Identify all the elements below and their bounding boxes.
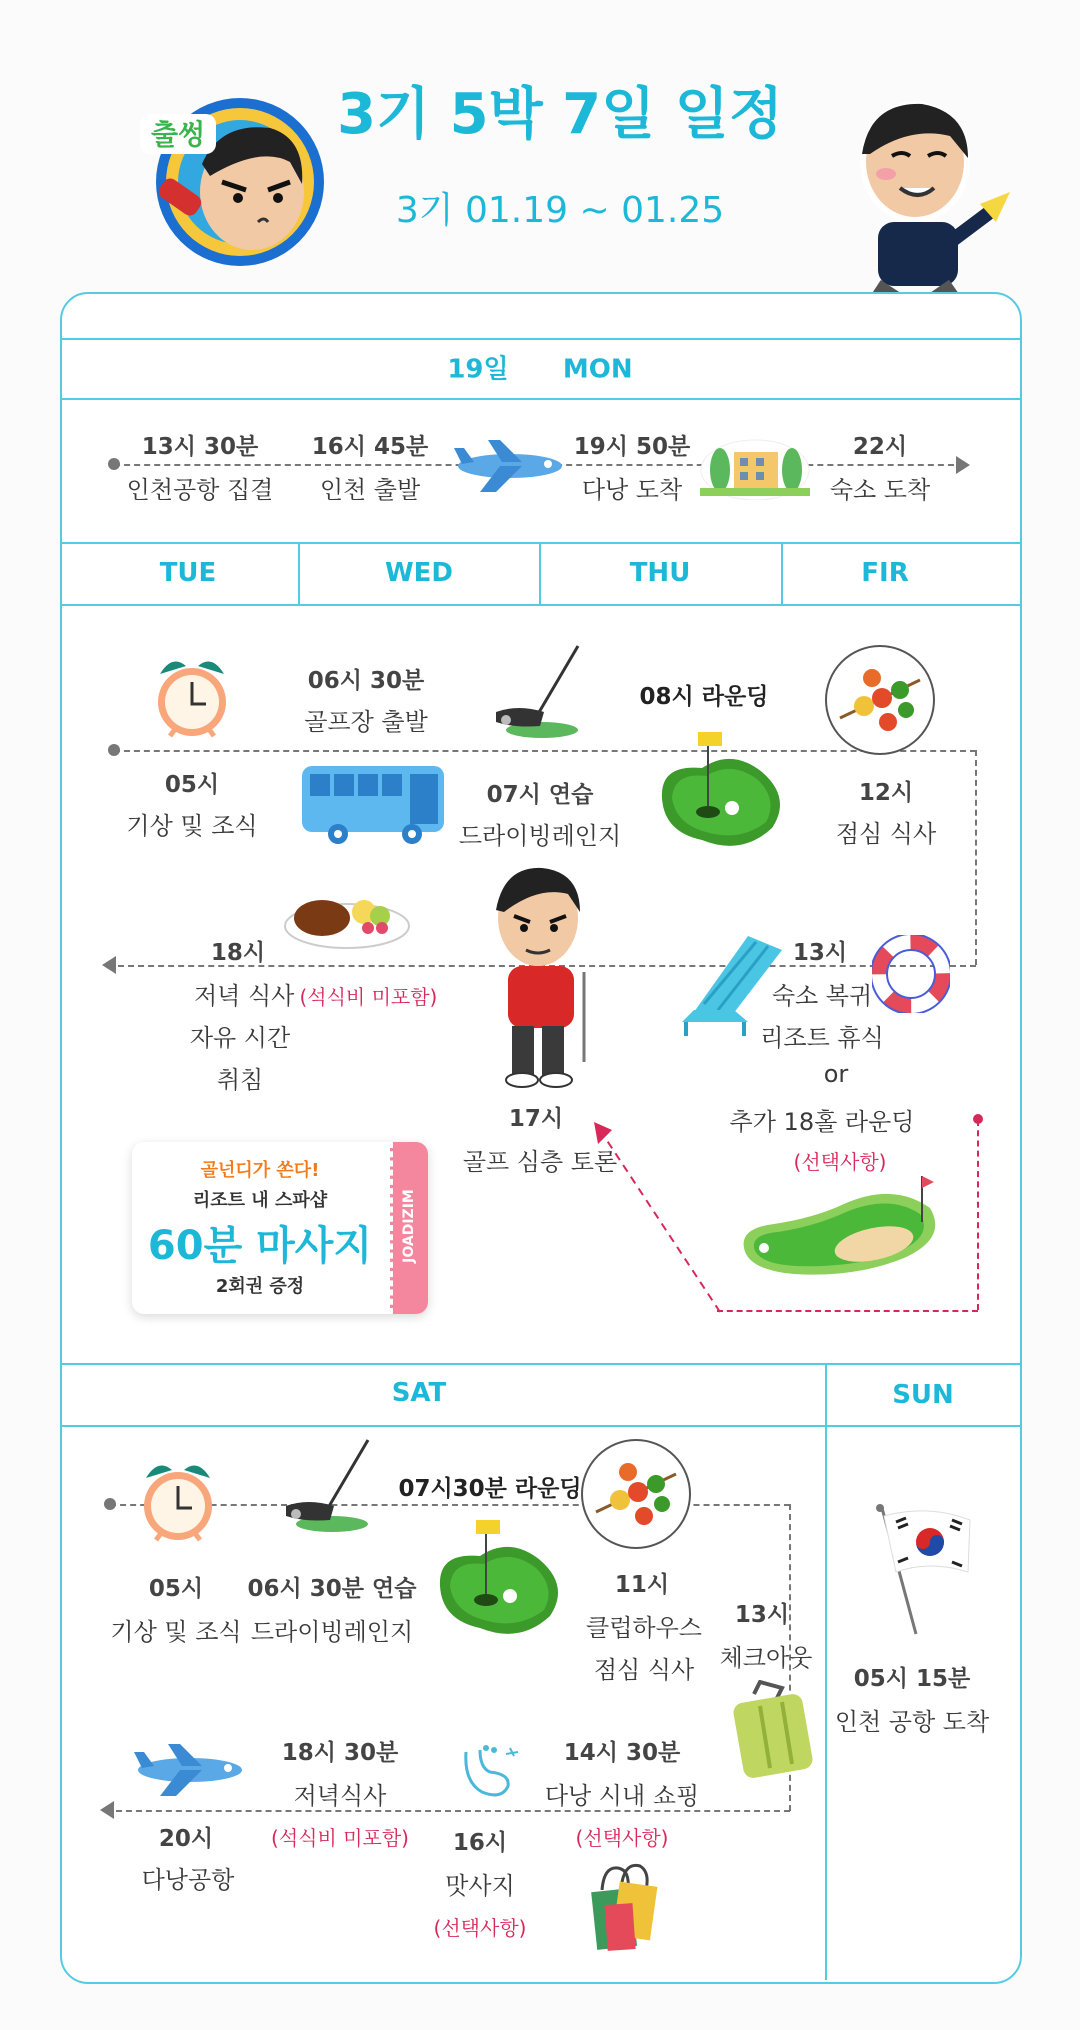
airplane-icon — [132, 1740, 244, 1800]
coupon-side: JOADIZIM — [401, 1189, 417, 1263]
mid-e6-note: (선택사항) — [793, 1150, 887, 1174]
page-subtitle: 3기 01.19 ~ 01.25 — [395, 190, 725, 231]
mid-e6-line-3: or — [823, 1060, 849, 1088]
mid-e6-line-4: 추가 18홀 라운딩 — [729, 1108, 915, 1136]
mid-e8-note: (석식비 미포함) — [299, 985, 438, 1009]
mid-e6-time: 13시 — [792, 940, 848, 966]
sat-e4-line-1: 클럽하우스 — [586, 1614, 702, 1642]
coupon-main: 60분 마사지 — [147, 1223, 373, 1269]
sat-e8-desc: 저녁식사 — [293, 1782, 387, 1810]
day1-event-4-time: 22시 — [852, 434, 908, 460]
foot-massage-icon — [456, 1742, 520, 1802]
bus-icon — [300, 762, 448, 846]
mid-e8-line-1: 자유 시간 — [189, 1024, 291, 1052]
mid-e6-line-1: 숙소 복귀 — [771, 982, 873, 1010]
suitcase-icon — [730, 1680, 820, 1780]
cartoon-man-badge-icon — [140, 92, 340, 272]
golf-green-icon — [430, 1516, 570, 1646]
sat-e8-time: 18시 30분 — [281, 1740, 399, 1766]
mid-e1-desc: 기상 및 조식 — [126, 812, 258, 840]
mid-e3-desc: 드라이빙레인지 — [458, 822, 622, 850]
alarm-clock-icon — [138, 1456, 218, 1546]
sat-e3-time: 07시30분 라운딩 — [398, 1476, 582, 1502]
mid-e7-desc: 골프 심층 토론 — [462, 1148, 618, 1176]
tab-thu: THU — [629, 558, 691, 588]
sat-e4-line-2: 점심 식사 — [593, 1656, 695, 1684]
mid-e3-time: 07시 연습 — [486, 782, 594, 808]
tab-sat: SAT — [391, 1378, 447, 1408]
food-plate-icon — [282, 882, 412, 952]
sat-e1-time: 05시 — [148, 1576, 204, 1602]
coupon-sub: 리조트 내 스파샵 — [192, 1190, 328, 1211]
sat-e4-time: 11시 — [614, 1572, 670, 1598]
golf-course-icon — [734, 1168, 944, 1288]
mid-e2-desc: 골프장 출발 — [304, 708, 428, 736]
tab-sun: SUN — [892, 1380, 954, 1410]
airplane-icon — [452, 436, 564, 496]
massage-coupon — [132, 1142, 428, 1314]
life-ring-icon — [872, 935, 950, 1013]
mid-e8-desc: 저녁 식사 — [194, 982, 295, 1010]
day1-event-1-time: 13시 30분 — [141, 434, 259, 460]
golf-green-icon — [652, 728, 792, 858]
coupon-bottom: 2회권 증정 — [215, 1276, 305, 1297]
mid-e8-line-2: 취침 — [216, 1066, 264, 1094]
sat-e8-note: (석식비 미포함) — [271, 1826, 409, 1850]
day1-event-2-desc: 인천 출발 — [319, 476, 421, 504]
korea-flag-icon — [868, 1500, 978, 1640]
page-title: 3기 5박 7일 일정 — [337, 82, 783, 147]
badge-text: 출썽 — [150, 118, 206, 151]
coupon-top: 골넌디가 쏜다! — [200, 1160, 320, 1181]
day1-event-1-desc: 인천공항 집결 — [126, 476, 274, 504]
mid-e6-line-2: 리조트 휴식 — [760, 1024, 884, 1052]
mid-e4-time: 08시 라운딩 — [639, 684, 769, 710]
sat-e7-time: 16시 — [452, 1830, 508, 1856]
day1-event-3-desc: 다낭 도착 — [581, 476, 683, 504]
day1-header: 19일 MON — [447, 354, 633, 385]
sat-e9-desc: 다낭공항 — [141, 1866, 235, 1894]
sat-e1-desc: 기상 및 조식 — [110, 1618, 242, 1646]
sat-e7-note: (선택사항) — [433, 1916, 527, 1940]
mid-e1-time: 05시 — [164, 772, 220, 798]
skewer-plate-icon — [580, 1438, 692, 1550]
tab-fir: FIR — [861, 558, 909, 588]
day1-event-4-desc: 숙소 도착 — [829, 476, 931, 504]
sat-e5-time: 13시 — [734, 1602, 790, 1628]
mid-e5-desc: 점심 식사 — [835, 820, 937, 848]
golf-club-icon — [278, 1436, 378, 1536]
sat-e2-desc: 드라이빙레인지 — [250, 1618, 414, 1646]
golfer-man-icon — [480, 862, 610, 1092]
sat-e2-time: 06시 30분 연습 — [247, 1576, 417, 1602]
shopping-bags-icon — [588, 1860, 658, 1952]
sat-e6-time: 14시 30분 — [563, 1740, 681, 1766]
village-icon — [700, 430, 810, 500]
sat-e7-desc: 맛사지 — [445, 1872, 515, 1900]
skewer-plate-icon — [824, 644, 936, 756]
sat-e5-desc: 체크아웃 — [719, 1644, 813, 1672]
day1-event-3-time: 19시 50분 — [573, 434, 691, 460]
alarm-clock-icon — [152, 652, 232, 742]
golf-club-icon — [488, 642, 588, 742]
sun-e1-desc: 인천 공항 도착 — [834, 1708, 990, 1736]
tab-wed: WED — [384, 558, 454, 588]
day1-event-2-time: 16시 45분 — [311, 434, 429, 460]
sat-e9-time: 20시 — [158, 1826, 214, 1852]
mid-e5-time: 12시 — [858, 780, 914, 806]
mid-e7-time: 17시 — [508, 1106, 564, 1132]
mid-e2-time: 06시 30분 — [307, 668, 425, 694]
tab-tue: TUE — [159, 558, 217, 588]
sun-e1-time: 05시 15분 — [853, 1666, 971, 1692]
sat-e6-desc: 다낭 시내 쇼핑 — [544, 1782, 700, 1810]
mid-e8-time: 18시 — [210, 940, 266, 966]
sat-e6-note: (선택사항) — [575, 1826, 669, 1850]
